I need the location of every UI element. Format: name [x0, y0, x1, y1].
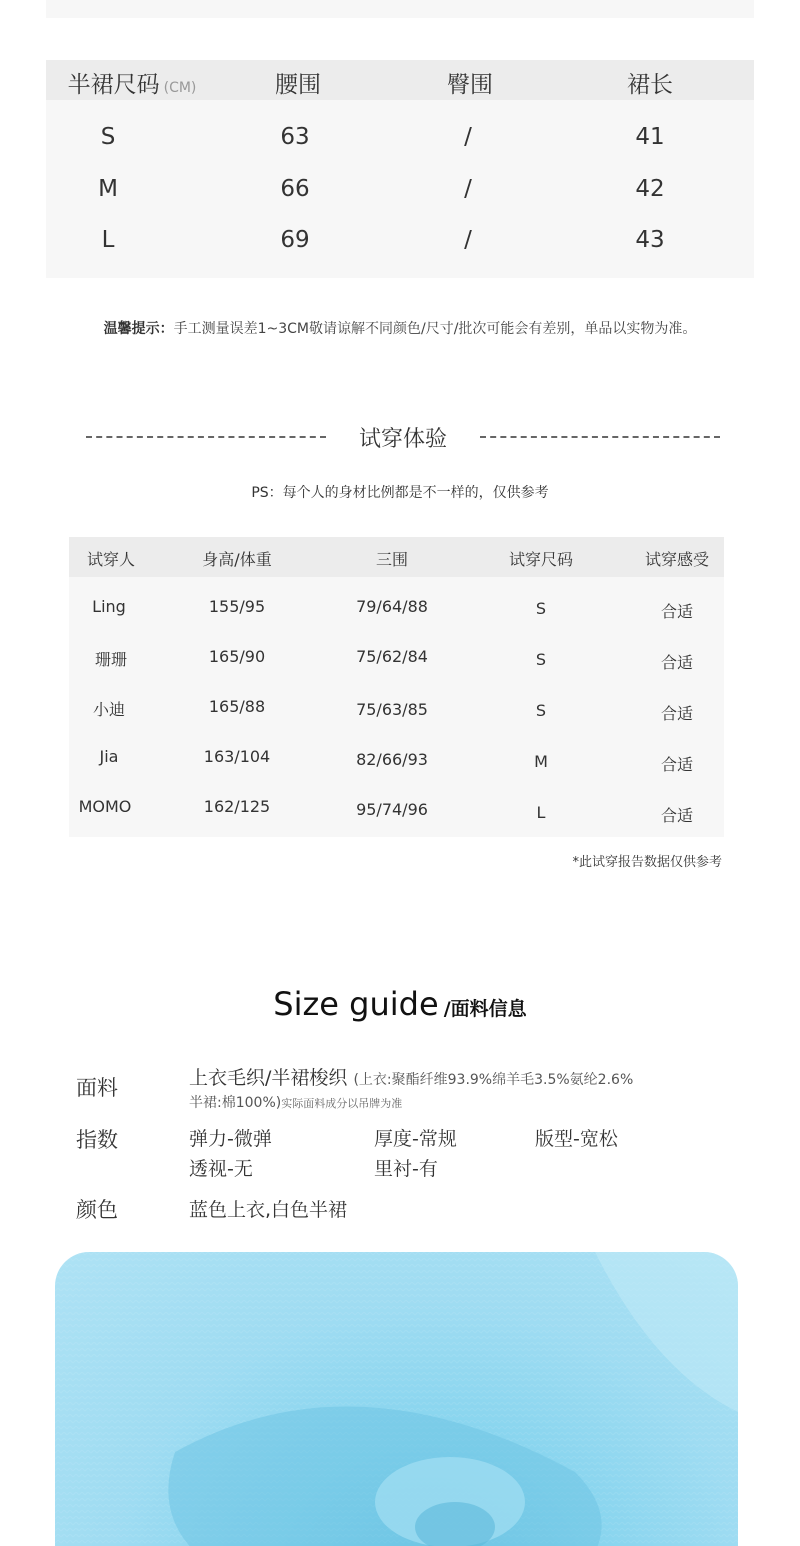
size-cell: L — [101, 227, 115, 253]
tester-cell: 珊珊 — [94, 650, 128, 669]
tryon-footnote: *此试穿报告数据仅供参考 — [572, 855, 722, 870]
measurements-cell: 75/63/85 — [356, 700, 428, 719]
table-row — [69, 647, 724, 697]
height-weight-cell: 155/95 — [208, 597, 266, 616]
size-guide-title-cn: /面料信息 — [443, 998, 527, 1020]
height-weight-cell: 165/90 — [208, 647, 266, 666]
size-cell: S — [535, 650, 547, 669]
fit-cell: 合适 — [660, 755, 694, 774]
divider-right — [480, 436, 720, 438]
length-cell: 41 — [635, 124, 665, 150]
fabric-closeup-image — [55, 1252, 738, 1546]
thickness-value: 厚度-常规 — [374, 1128, 457, 1150]
elasticity-value: 弹力-微弹 — [189, 1128, 272, 1150]
fabric-composition-line2 — [189, 1092, 402, 1112]
fit-cell: 合适 — [660, 704, 694, 723]
size-cell: S — [535, 701, 547, 720]
fabric-texture — [55, 1252, 738, 1546]
divider-left — [86, 436, 326, 438]
header-waist: 腰围 — [275, 72, 321, 98]
see-through-value: 透视-无 — [189, 1158, 253, 1180]
header-size-label: 半裙尺码 — [67, 72, 160, 98]
size-cell: L — [536, 803, 546, 822]
header-length: 裙长 — [627, 72, 673, 98]
tryon-section-heading — [86, 422, 720, 452]
table-row — [69, 747, 724, 797]
fit-cell: 合适 — [660, 806, 694, 825]
waist-cell: 63 — [280, 124, 310, 150]
tester-cell: Jia — [99, 747, 119, 766]
height-weight-cell: 162/125 — [203, 797, 271, 816]
fabric-label: 面料 — [76, 1076, 118, 1100]
header-unit: (CM) — [163, 80, 197, 96]
skirt-size-table — [46, 60, 754, 278]
measurement-tip — [0, 318, 800, 338]
tester-cell: Ling — [92, 597, 126, 616]
tryon-title: 试穿体验 — [358, 427, 448, 452]
lining-value: 里衬-有 — [374, 1158, 438, 1180]
header-size — [68, 66, 197, 99]
table-row — [69, 797, 724, 847]
waist-cell: 69 — [280, 227, 310, 253]
index-label: 指数 — [76, 1128, 118, 1152]
size-cell: S — [100, 124, 116, 150]
measurements-cell: 95/74/96 — [356, 800, 428, 819]
fit-cell: 合适 — [660, 653, 694, 672]
hip-cell: / — [464, 124, 472, 150]
fit-value: 版型-宽松 — [535, 1128, 618, 1150]
size-guide-title — [0, 985, 800, 1023]
size-guide-title-en: Size guide — [273, 985, 439, 1023]
header-tester: 试穿人 — [86, 550, 136, 569]
tryon-table-header — [69, 537, 724, 577]
table-row — [46, 120, 754, 160]
color-value: 蓝色上衣,白色半裙 — [189, 1199, 348, 1221]
size-cell: M — [534, 752, 548, 771]
table-row — [46, 172, 754, 212]
length-cell: 43 — [635, 227, 665, 253]
length-cell: 42 — [635, 176, 665, 202]
height-weight-cell: 163/104 — [203, 747, 271, 766]
header-measurements: 三围 — [375, 550, 409, 569]
table-row — [69, 697, 724, 747]
table-row — [69, 597, 724, 647]
color-label: 颜色 — [76, 1198, 118, 1222]
tryon-ps-note: PS：每个人的身材比例都是不一样的，仅供参考 — [251, 485, 549, 501]
fabric-detail: (上衣:聚酯纤维93.9%绵羊毛3.5%氨纶2.6% — [353, 1072, 634, 1088]
fabric-detail2: 半裙:棉100%) — [189, 1095, 282, 1111]
tester-cell: 小迪 — [92, 700, 126, 719]
waist-cell: 66 — [280, 176, 310, 202]
header-height-weight: 身高/体重 — [202, 550, 272, 569]
tip-text: 手工测量误差1~3CM敬请谅解不同颜色/尺寸/批次可能会有差别，单品以实物为准。 — [173, 321, 697, 337]
measurements-cell: 79/64/88 — [356, 597, 428, 616]
header-tried-size: 试穿尺码 — [508, 550, 574, 569]
tryon-table — [69, 537, 724, 837]
height-weight-cell: 165/88 — [208, 697, 266, 716]
fabric-main: 上衣毛织/半裙梭织 — [189, 1067, 348, 1089]
fabric-composition — [189, 1063, 633, 1090]
measurements-cell: 82/66/93 — [356, 750, 428, 769]
measurements-cell: 75/62/84 — [356, 647, 428, 666]
tip-label: 温馨提示： — [103, 321, 174, 337]
table-row — [46, 223, 754, 263]
size-cell: S — [535, 599, 547, 618]
top-strip — [46, 0, 754, 18]
tester-cell: MOMO — [78, 797, 132, 816]
hip-cell: / — [464, 227, 472, 253]
hip-cell: / — [464, 176, 472, 202]
header-hip: 臀围 — [447, 72, 493, 98]
skirt-size-table-header — [46, 60, 754, 100]
fit-cell: 合适 — [660, 602, 694, 621]
size-cell: M — [98, 176, 118, 202]
fabric-note: 实际面料成分以吊牌为准 — [281, 1097, 403, 1110]
header-fit-feeling: 试穿感受 — [644, 550, 710, 569]
